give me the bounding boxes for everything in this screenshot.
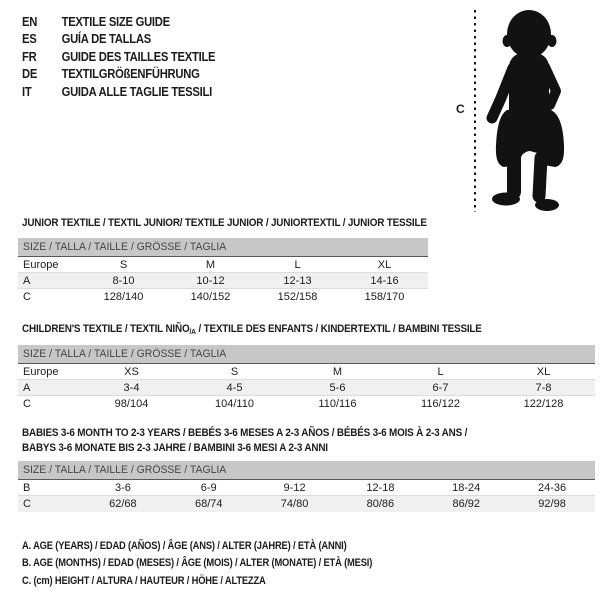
size-cell: 140/152 [190, 291, 231, 303]
size-cell: 6-9 [200, 481, 217, 494]
table-row [18, 257, 428, 273]
size-header-label: SIZE / TALLA / TAILLE / GRÖSSE / TAGLIA [23, 241, 227, 253]
junior-size-table [18, 238, 428, 305]
lang-row-de [22, 66, 215, 84]
size-cell: XS [124, 365, 139, 378]
babies-table-title [22, 426, 467, 456]
table-row [18, 480, 595, 496]
babies-title-line2: BABYS 3-6 MONATE BIS 2-3 JAHRE / BAMBINI 3-6 MESI A 2-3 ANNI [22, 442, 328, 454]
height-measure-label: C [456, 102, 465, 116]
size-cell: 62/68 [109, 498, 137, 510]
babies-size-table [18, 461, 595, 512]
lang-row-fr [22, 48, 215, 66]
lang-code: FR [22, 49, 37, 64]
size-cell: L [294, 258, 301, 271]
size-cell: XL [536, 365, 551, 378]
row-label: A [23, 381, 31, 394]
height-measure-figure [450, 4, 598, 216]
children-size-table [18, 345, 595, 412]
row-label: C [23, 398, 31, 410]
size-cell: 12-13 [283, 274, 312, 287]
size-cell: 8-10 [112, 274, 135, 287]
footnote-c: C. (cm) HEIGHT / ALTURA / HAUTEUR / HÖHE / ALTEZZA [22, 574, 266, 587]
size-cell: 24-36 [537, 481, 567, 494]
children-title-prefix: CHILDREN'S TEXTILE / TEXTIL NIÑO [22, 323, 190, 335]
footnote-b: B. AGE (MONTHS) / EDAD (MESES) / ÂGE (MOIS) / ALTER (MONATE) / ETÀ (MESI) [22, 557, 373, 570]
children-title-subscript: /A [189, 327, 196, 336]
table-row [18, 273, 428, 289]
lang-code: ES [22, 32, 37, 47]
lang-label: TEXTILE SIZE GUIDE [61, 14, 170, 29]
size-cell: 110/116 [318, 398, 357, 410]
size-header-bar [18, 345, 595, 364]
size-cell: 9-12 [283, 481, 306, 494]
language-title-list [22, 13, 237, 101]
size-header-bar [18, 461, 595, 480]
row-label: Europe [23, 258, 59, 271]
size-cell: S [230, 365, 239, 378]
size-cell: 122/128 [523, 398, 564, 410]
size-cell: 18-24 [452, 481, 481, 494]
size-cell: 98/104 [114, 398, 149, 410]
lang-code: DE [22, 67, 38, 82]
size-header-bar [18, 238, 428, 257]
children-title-suffix: / TEXTILE DES ENFANTS / KINDERTEXTIL / BAMBINI TESSILE [195, 323, 482, 335]
table-row [18, 496, 595, 512]
lang-label: GUÍA DE TALLAS [61, 32, 151, 47]
lang-label: GUIDA ALLE TAGLIE TESSILI [61, 84, 212, 99]
size-cell: 3-4 [123, 381, 140, 394]
size-cell: 128/140 [103, 291, 144, 303]
size-cell: 74/80 [280, 498, 309, 510]
size-cell: 5-6 [329, 381, 346, 394]
size-cell: L [437, 365, 444, 378]
size-cell: 104/110 [215, 398, 254, 410]
size-cell: 3-6 [114, 481, 131, 494]
table-row [18, 289, 428, 305]
lang-row-it [22, 83, 215, 101]
size-cell: 92/98 [538, 498, 566, 510]
row-label: A [23, 274, 31, 287]
size-cell: 68/74 [194, 498, 223, 510]
size-cell: 152/158 [277, 291, 318, 303]
size-cell: 4-5 [226, 381, 243, 394]
table-row [18, 364, 595, 380]
children-table-title [22, 322, 482, 339]
row-label: C [23, 291, 31, 303]
baby-silhouette-icon [483, 6, 575, 214]
legend-notes [22, 537, 434, 590]
lang-label: GUIDE DES TAILLES TEXTILE [61, 49, 216, 64]
row-label: C [23, 498, 31, 510]
size-cell: 116/122 [421, 398, 460, 410]
lang-row-es [22, 31, 215, 49]
size-cell: 6-7 [432, 381, 449, 394]
size-cell: M [332, 365, 343, 378]
size-cell: 14-16 [370, 274, 399, 287]
size-cell: 12-18 [366, 481, 395, 494]
size-cell: M [205, 258, 216, 271]
size-cell: 86/92 [452, 498, 480, 510]
size-header-label: SIZE / TALLA / TAILLE / GRÖSSE / TAGLIA [23, 348, 227, 360]
size-cell: 158/170 [364, 291, 405, 303]
size-cell: S [119, 258, 128, 271]
table-row [18, 396, 595, 412]
size-cell: 10-12 [196, 274, 225, 287]
lang-label: TEXTILGRÖßENFÜHRUNG [61, 67, 200, 82]
footnote-a: A. AGE (YEARS) / EDAD (AÑOS) / ÂGE (ANS) / ALTER (JAHRE) / ETÀ (ANNI) [22, 539, 347, 552]
lang-row-en [22, 13, 215, 31]
babies-title-line1: BABIES 3-6 MONTH TO 2-3 YEARS / BEBÉS 3-6 MESES A 2-3 AÑOS / BÉBÉS 3-6 MOIS À 2-3 ANS / [22, 427, 468, 439]
row-label: Europe [23, 365, 59, 378]
height-measure-dotted-line [474, 10, 476, 212]
size-cell: 80/86 [366, 498, 395, 510]
row-label: B [23, 481, 31, 494]
junior-table-title: JUNIOR TEXTILE / TEXTIL JUNIOR/ TEXTILE JUNIOR / JUNIORTEXTIL / JUNIOR TESSILE [22, 217, 427, 229]
table-row [18, 380, 595, 396]
size-header-label: SIZE / TALLA / TAILLE / GRÖSSE / TAGLIA [23, 464, 227, 476]
size-cell: 7-8 [535, 381, 552, 394]
size-cell: XL [377, 258, 392, 271]
lang-code: EN [22, 14, 38, 29]
lang-code: IT [22, 84, 32, 99]
